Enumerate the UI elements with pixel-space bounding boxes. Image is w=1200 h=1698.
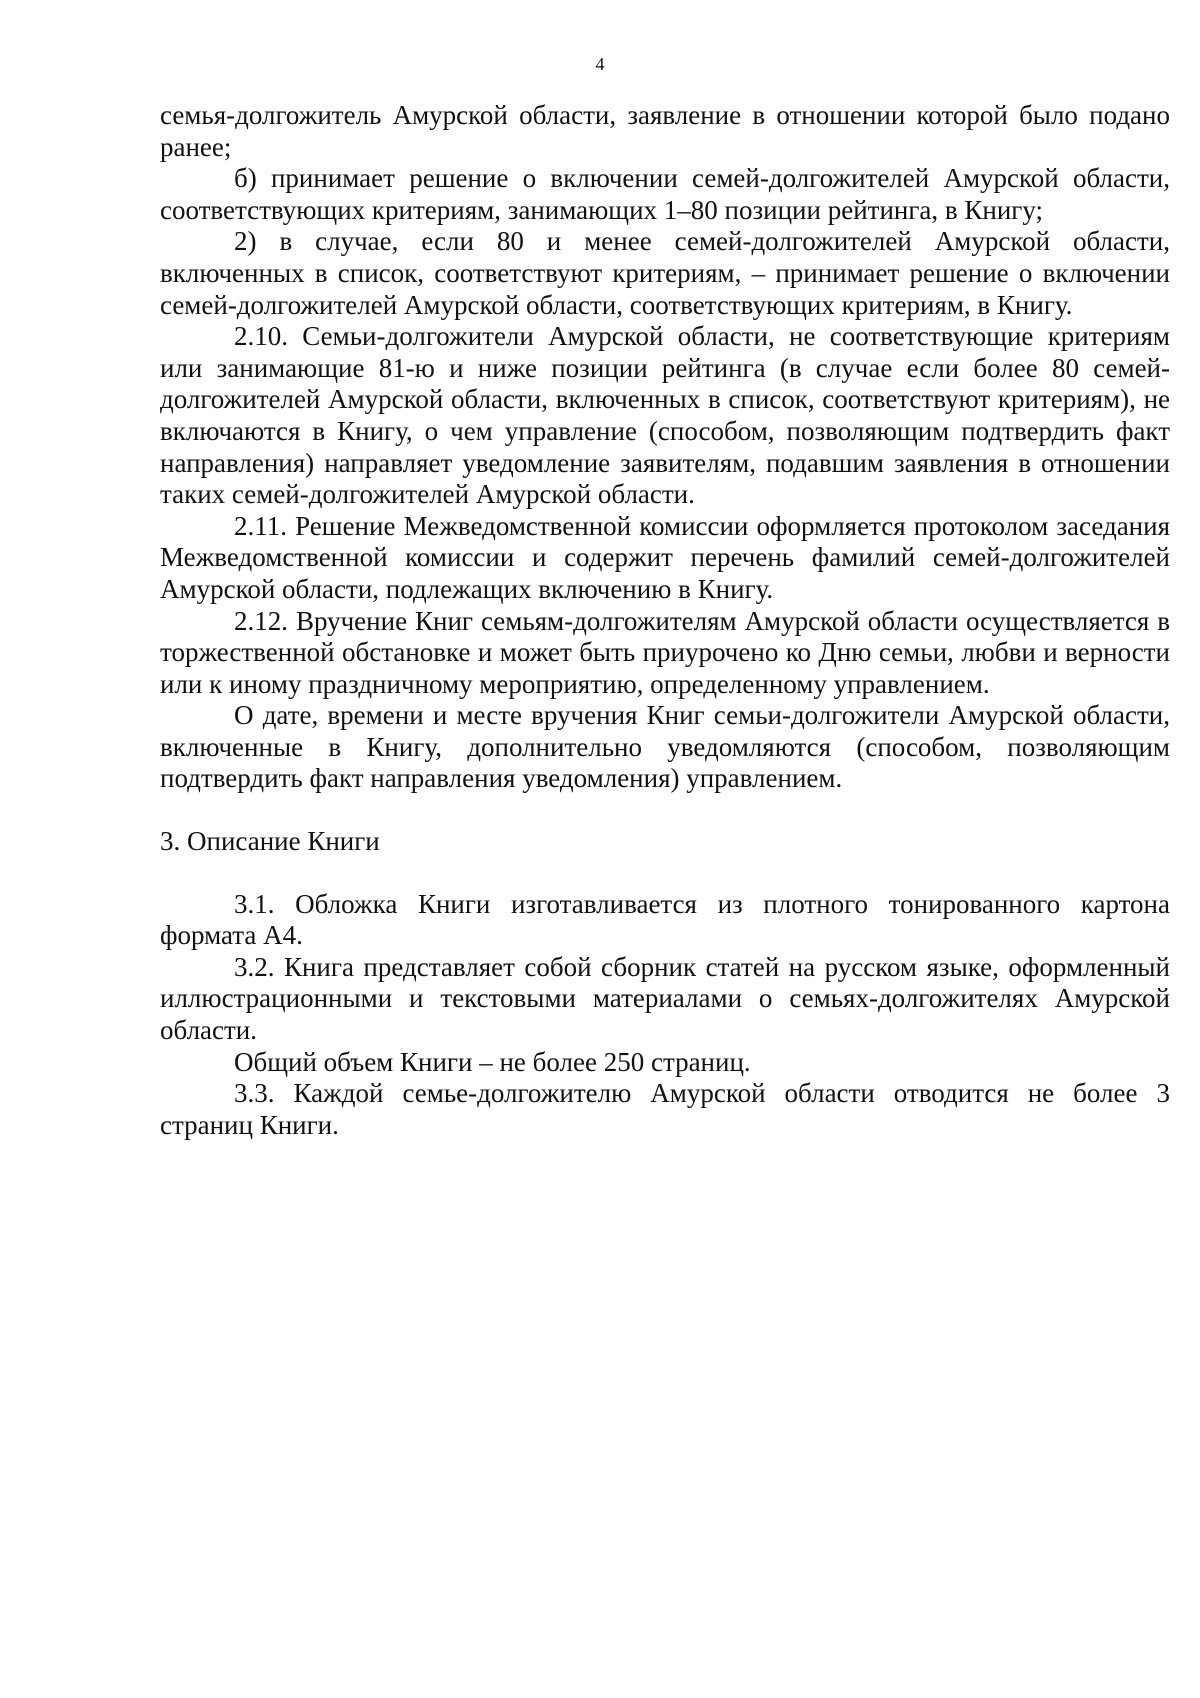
- paragraph-3-1: 3.1. Обложка Книги изготавливается из плотного тонированного картона формата А4.: [160, 888, 1170, 951]
- paragraph-award-notice: О дате, времени и месте вручения Книг семьи-долгожители Амурской области, включенные в Книгу, дополнительно уведомляются (способом, позволяющим подтвердить факт направления уведомления) управлением.: [160, 700, 1170, 794]
- paragraph-continuation: семья-долгожитель Амурской области, заявление в отношении которой было подано ранее;: [160, 100, 1170, 162]
- paragraph-volume: Общий объем Книги – не более 250 страниц.: [234, 1046, 751, 1077]
- section-title: 3. Описание Книги: [160, 826, 380, 857]
- paragraph-2-11: 2.11. Решение Межведомственной комиссии оформляется протоколом заседания Межведомственной комиссии и содержит перечень фамилий семей-долгожителей Амурской области, подлежащих включению в Книгу.: [160, 510, 1170, 604]
- page-number: 4: [595, 54, 605, 74]
- paragraph-2-10: 2.10. Семьи-долгожители Амурской области, не соответствующие критериям или занимающие 81-ю и ниже позиции рейтинга (в случае если более 80 семей-долгожителей Амурской области, включенных в список, соответствуют критериям), не включаются в Книгу, о чем управление (способом, позволяющим подтвердить факт направления) направляет уведомление заявителям, подавшим заявления в отношении таких семей-долгожителей Амурской области.: [160, 321, 1170, 510]
- document-body: [160, 100, 1170, 1141]
- paragraph-subitem-2: 2) в случае, если 80 и менее семей-долгожителей Амурской области, включенных в список, соответствуют критериям, – принимает решение о включении семей-долгожителей Амурской области, соответствующих критериям, в Книгу.: [160, 226, 1170, 320]
- paragraph-2-12: 2.12. Вручение Книг семьям-долгожителям Амурской области осуществляется в торжественной обстановке и может быть приурочено ко Дню семьи, любви и верности или к иному праздничному мероприятию, определенному управлением.: [160, 605, 1170, 699]
- paragraph-3-3: 3.3. Каждой семье-долгожителю Амурской области отводится не более 3 страниц Книги.: [160, 1078, 1170, 1140]
- paragraph-3-2: 3.2. Книга представляет собой сборник статей на русском языке, оформленный иллюстрационными и текстовыми материалами о семьях-долгожителях Амурской области.: [160, 951, 1170, 1046]
- paragraph-subitem-b: б) принимает решение о включении семей-долгожителей Амурской области, соответствующих критериям, занимающих 1–80 позиции рейтинга, в Книгу;: [160, 163, 1170, 225]
